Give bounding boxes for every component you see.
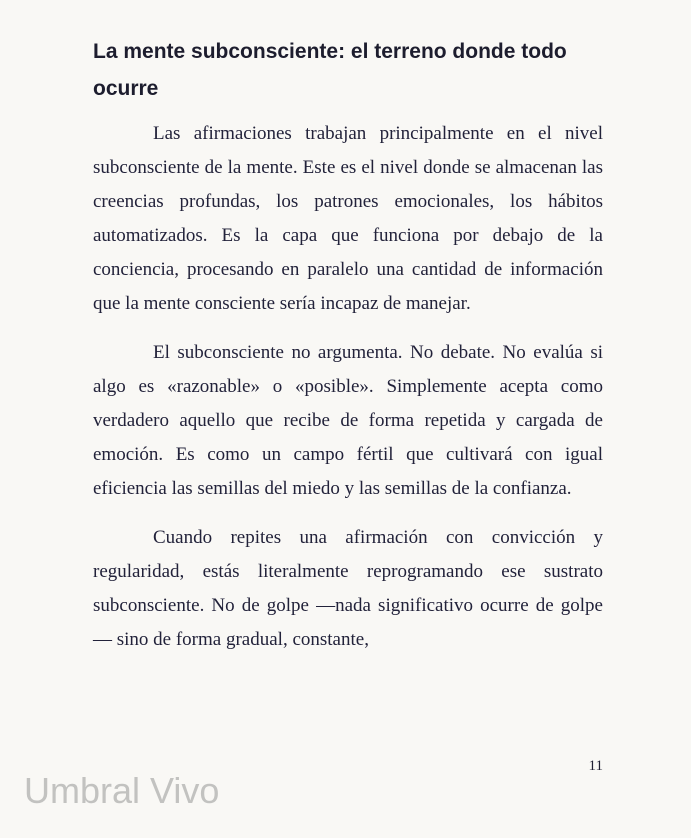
document-page (93, 33, 603, 672)
page-number: 11 (588, 758, 603, 774)
section-heading: La mente subconsciente: el terreno donde todo ocurre (93, 40, 567, 100)
body-paragraph: El subconsciente no argumenta. No debate. No evalúa si algo es «razonable» o «posible». Simplemente acepta como verdadero aquello que recibe de forma repetida y cargada de emoción. Es como un campo fértil que cultivará con igual eficiencia las semillas del miedo y las semillas de la confianza. (93, 342, 603, 499)
body-paragraph: Las afirmaciones trabajan principalmente en el nivel subconsciente de la mente. Este es el nivel donde se almacenan las creencias profundas, los patrones emocionales, los hábitos automatizados. Es la capa que funciona por debajo de la conciencia, procesando en paralelo una cantidad de información que la mente consciente sería incapaz de manejar. (93, 123, 603, 314)
body-paragraph: Cuando repites una afirmación con convicción y regularidad, estás literalmente reprogramando ese sustrato subconsciente. No de golpe —nada significativo ocurre de golpe— sino de forma gradual, constante, (93, 527, 603, 650)
watermark-logo: Umbral Vivo (24, 770, 220, 811)
